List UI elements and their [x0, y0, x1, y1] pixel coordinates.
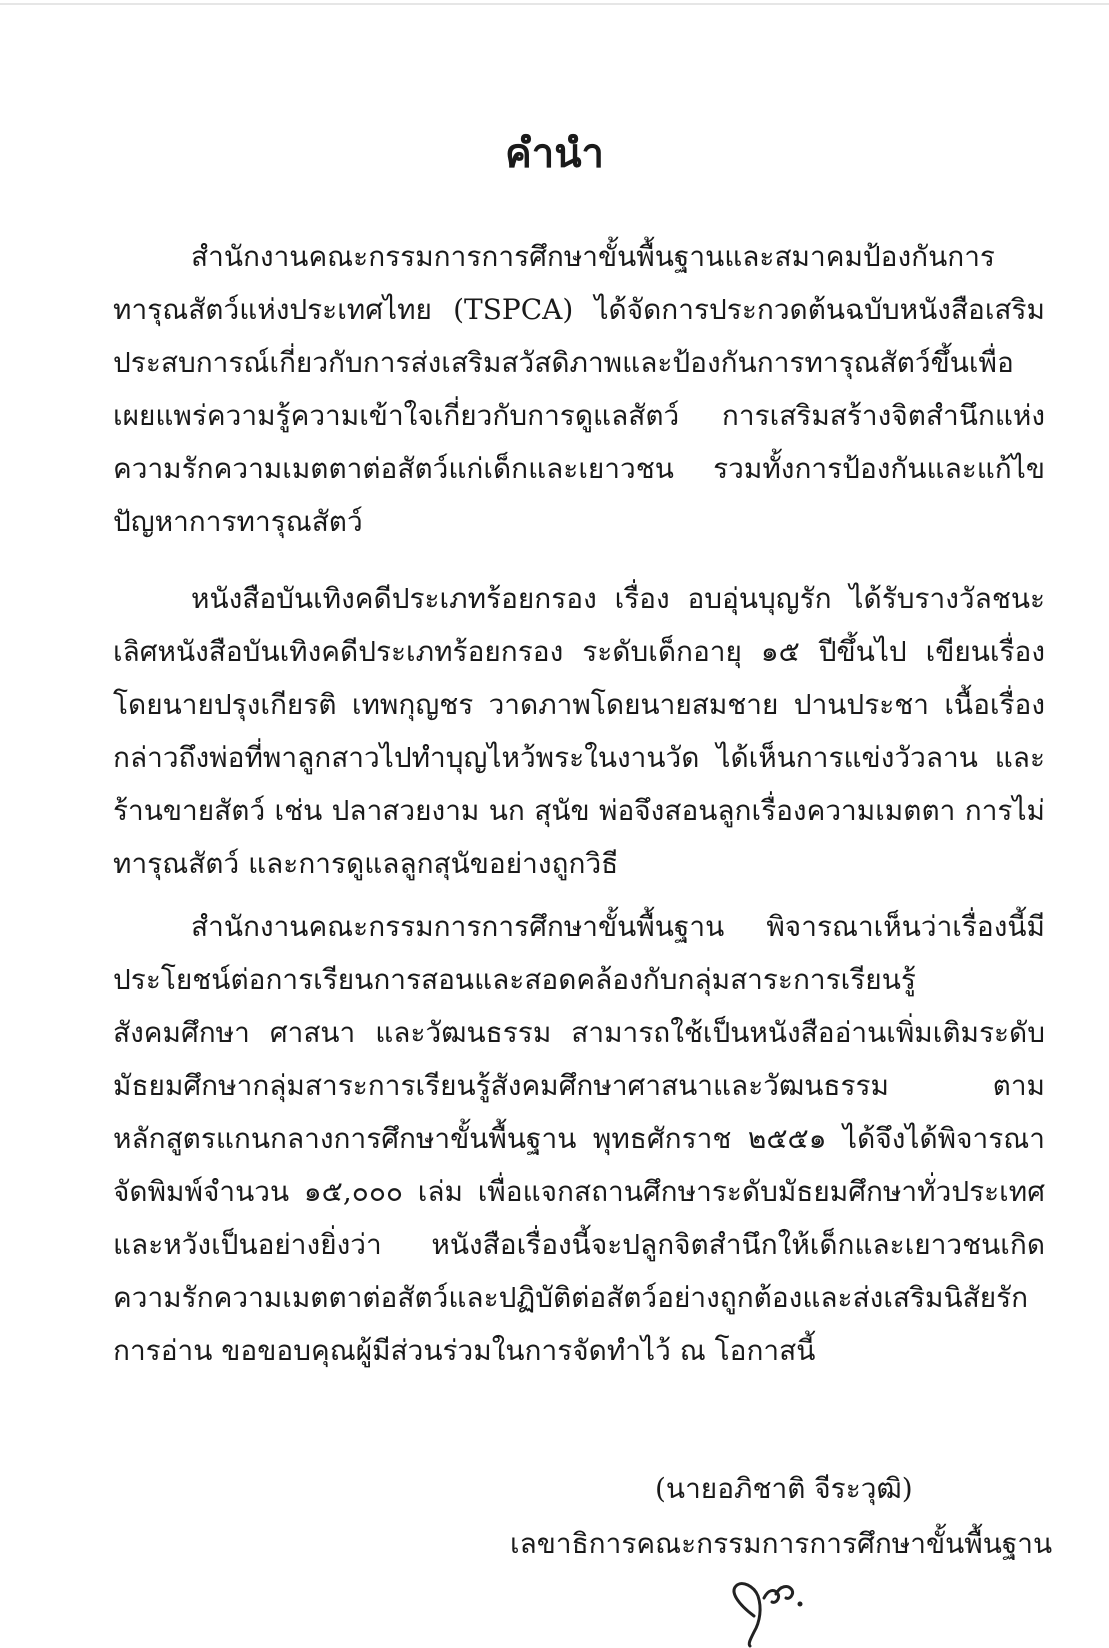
signatory-name: (นายอภิชาติ จีระวุฒิ)	[655, 1472, 913, 1505]
paragraph-intro: สำนักงานคณะกรรมการการศึกษาขั้นพื้นฐานและสมาคมป้องกันการทารุณสัตว์แห่งประเทศไทย (TSPCA) ได้จัดการประกวดต้นฉบับหนังสือเสริมประสบการณ์เกี่ยวกับการส่งเสริมสวัสดิภาพและป้องกันการทารุณสัตว์ขึ้นเพื่อเผยแพร่ความรู้ความเข้าใจเกี่ยวกับการดูแลสัตว์ การเสริมสร้างจิตสำนึกแห่งความรักความเมตตาต่อสัตว์แก่เด็กและเยาวชน รวมทั้งการป้องกันและแก้ไขปัญหาการทารุณสัตว์	[113, 240, 1045, 538]
page-title: คำนำ	[504, 130, 605, 177]
paragraph-book-summary: หนังสือบันเทิงคดีประเภทร้อยกรอง เรื่อง อบอุ่นบุญรัก ได้รับรางวัลชนะเลิศหนังสือบันเทิงคดีประเภทร้อยกรอง ระดับเด็กอายุ ๑๕ ปีขึ้นไป เขียนเรื่องโดยนายปรุงเกียรติ เทพกุญชร วาดภาพโดยนายสมชาย ปานประชา เนื้อเรื่องกล่าวถึงพ่อที่พาลูกสาวไปทำบุญไหว้พระในงานวัด ได้เห็นการแข่งวัวลาน และร้านขายสัตว์ เช่น ปลาสวยงาม นก สุนัข พ่อจึงสอนลูกเรื่องความเมตตา การไม่ทารุณสัตว์ และการดูแลลูกสุนัขอย่างถูกวิธี	[113, 582, 1045, 880]
signatory-position: เลขาธิการคณะกรรมการการศึกษาขั้นพื้นฐาน	[510, 1527, 1053, 1560]
page-top-edge	[0, 3, 1109, 5]
paragraph-publication-note: สำนักงานคณะกรรมการการศึกษาขั้นพื้นฐาน พิจารณาเห็นว่าเรื่องนี้มีประโยชน์ต่อการเรียนการสอนและสอดคล้องกับกลุ่มสาระการเรียนรู้สังคมศึกษา ศาสนา และวัฒนธรรม สามารถใช้เป็นหนังสืออ่านเพิ่มเติมระดับมัธยมศึกษากลุ่มสาระการเรียนรู้สังคมศึกษาศาสนาและวัฒนธรรม ตามหลักสูตรแกนกลางการศึกษาขั้นพื้นฐาน พุทธศักราช ๒๕๕๑ ได้จึงได้พิจารณาจัดพิมพ์จำนวน ๑๕,๐๐๐ เล่ม เพื่อแจกสถานศึกษาระดับมัธยมศึกษาทั่วประเทศ และหวังเป็นอย่างยิ่งว่า หนังสือเรื่องนี้จะปลูกจิตสำนึกให้เด็กและเยาวชนเกิดความรักความเมตตาต่อสัตว์และปฏิบัติต่อสัตว์อย่างถูกต้องและส่งเสริมนิสัยรักการอ่าน ขอขอบคุณผู้มีส่วนร่วมในการจัดทำไว้ ณ โอกาสนี้	[113, 910, 1045, 1367]
